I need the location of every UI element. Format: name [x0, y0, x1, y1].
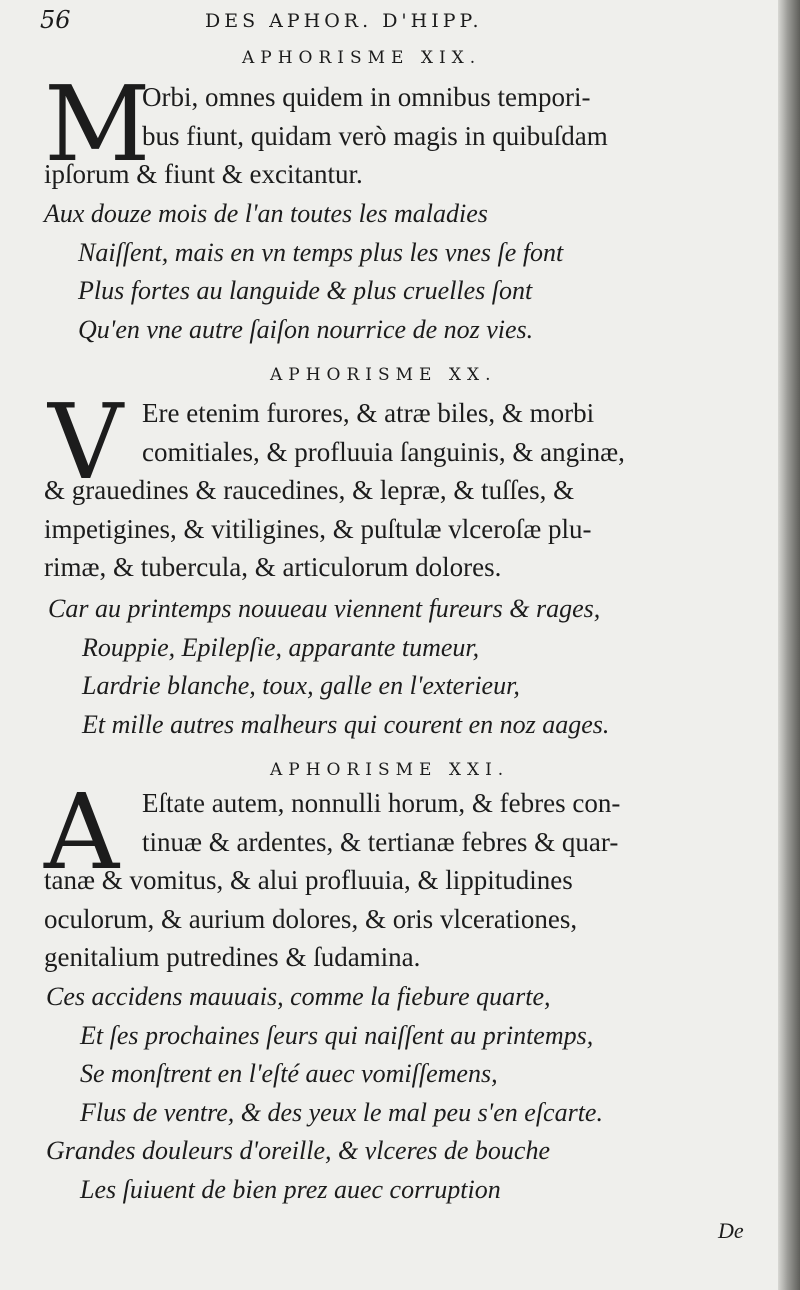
latin-line: tanæ & vomitus, & alui profluuia, & lippitudines	[44, 865, 573, 895]
latin-line: impetigines, & vitiligines, & puſtulæ vlceroſæ plu-	[44, 513, 592, 544]
latin-line: rimæ, & tubercula, & articulorum dolores.	[44, 552, 502, 582]
page-header	[40, 4, 760, 34]
verse-line: Qu'en vne autre ſaiſon nourrice de noz vies.	[78, 314, 534, 344]
verse-line: Rouppie, Epilepſie, apparante tumeur,	[82, 632, 480, 662]
running-head: DES APHOR. D'HIPP.	[205, 10, 483, 32]
latin-line: ipſorum & fiunt & excitantur.	[44, 159, 363, 189]
aphorism-title: APHORISME XXI.	[270, 760, 510, 780]
verse-line: Et mille autres malheurs qui courent en noz aages.	[82, 709, 610, 739]
drop-cap: V	[48, 381, 124, 503]
verse-line: Lardrie blanche, toux, galle en l'exterieur,	[82, 671, 520, 700]
latin-text	[44, 784, 620, 977]
french-verse	[46, 978, 603, 1209]
verse-line: Grandes douleurs d'oreille, & vlceres de bouche	[46, 1136, 551, 1165]
verse-line: Naiſſent, mais en vn temps plus les vnes ſe font	[78, 237, 564, 267]
verse-line: Flus de ventre, & des yeux le mal peu s'en eſcarte.	[80, 1097, 603, 1127]
drop-cap: A	[44, 771, 120, 893]
verse-line: Plus fortes au languide & plus cruelles ſont	[78, 276, 533, 305]
page-number: 56	[40, 6, 71, 34]
drop-cap: M	[44, 63, 151, 185]
verse-line: Se monſtrent en l'eſté auec vomiſſemens,	[80, 1059, 498, 1088]
latin-line: genitalium putredines & ſudamina.	[44, 942, 421, 972]
verse-line: Les ſuiuent de bien prez auec corruption	[80, 1174, 501, 1204]
verse-line: Et ſes prochaines ſeurs qui naiſſent au printemps,	[80, 1020, 594, 1050]
latin-text	[44, 78, 608, 194]
latin-line: Ere etenim furores, & atræ biles, & morbi	[142, 398, 595, 428]
catchword: De	[718, 1218, 744, 1243]
latin-line: Eſtate autem, nonnulli horum, & febres con-	[142, 788, 621, 818]
aphorism-title: APHORISME XIX.	[242, 48, 482, 68]
latin-line: oculorum, & aurium dolores, & oris vlcerationes,	[44, 903, 578, 934]
latin-line: tinuæ & ardentes, & tertianæ febres & quar-	[142, 826, 619, 857]
verse-line: Ces accidens mauuais, comme la fiebure quarte,	[46, 982, 551, 1011]
book-gutter	[778, 0, 800, 1290]
latin-line: comitiales, & profluuia ſanguinis, & anginæ,	[142, 436, 625, 467]
latin-line: & grauedines & raucedines, & lepræ, & tuſſes, &	[44, 475, 575, 505]
verse-line: Aux douze mois de l'an toutes les maladies	[44, 199, 488, 228]
french-verse	[44, 195, 563, 349]
french-verse	[48, 590, 609, 744]
aphorism-title: APHORISME XX.	[270, 365, 497, 385]
latin-text	[44, 394, 625, 587]
latin-line: Orbi, omnes quidem in omnibus tempori-	[142, 82, 591, 112]
verse-line: Car au printemps nouueau viennent fureurs & rages,	[48, 594, 601, 623]
latin-line: bus fiunt, quidam verò magis in quibuſdam	[142, 120, 608, 151]
